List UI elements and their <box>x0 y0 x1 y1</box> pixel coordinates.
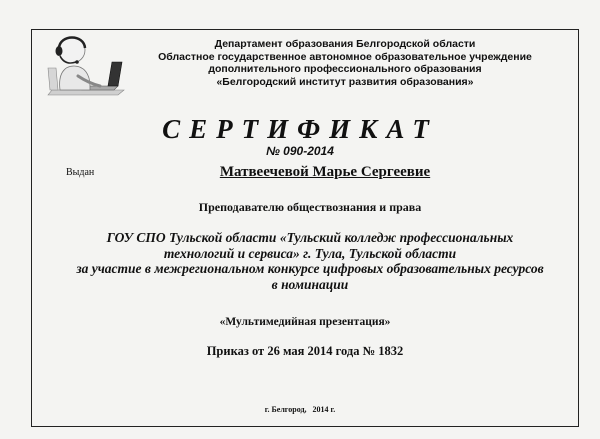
recipient-position: Преподавателю обществознания и права <box>198 200 422 214</box>
order-reference: Приказ от 26 мая 2014 года № 1832 <box>206 344 404 358</box>
certificate-number: № 090-2014 <box>266 144 334 158</box>
institution-line: ГОУ СПО Тульской области «Тульский колледж профессиональных <box>106 230 514 245</box>
place-and-date: г. Белгород, 2014 г. <box>264 405 336 414</box>
header-line-education-type: дополнительного профессионального образования <box>208 63 482 75</box>
header-line-institute-name: «Белгородский институт развития образования» <box>216 75 474 88</box>
recipient-name: Матвеечевой Марье Сергеевие <box>219 164 431 180</box>
nomination-category: «Мультимедийная презентация» <box>219 316 391 328</box>
issuer-header <box>150 38 540 88</box>
institution-line: за участие в межрегиональном конкурсе цифровых образовательных ресурсов <box>76 261 544 276</box>
certificate-title: СЕРТИФИКАТ <box>162 114 438 144</box>
header-line-institution-type: Областное государственное автономное образовательное учреждение <box>158 50 532 63</box>
institution-line: в номинации <box>271 276 349 292</box>
issued-label: Выдан <box>66 167 95 178</box>
support-operator-at-laptop-icon <box>38 28 130 98</box>
recipient-institution <box>55 230 565 292</box>
institution-line: технологий и сервиса» г. Тула, Тульской области <box>163 245 457 261</box>
header-line-department: Департамент образования Белгородской области <box>214 38 476 50</box>
